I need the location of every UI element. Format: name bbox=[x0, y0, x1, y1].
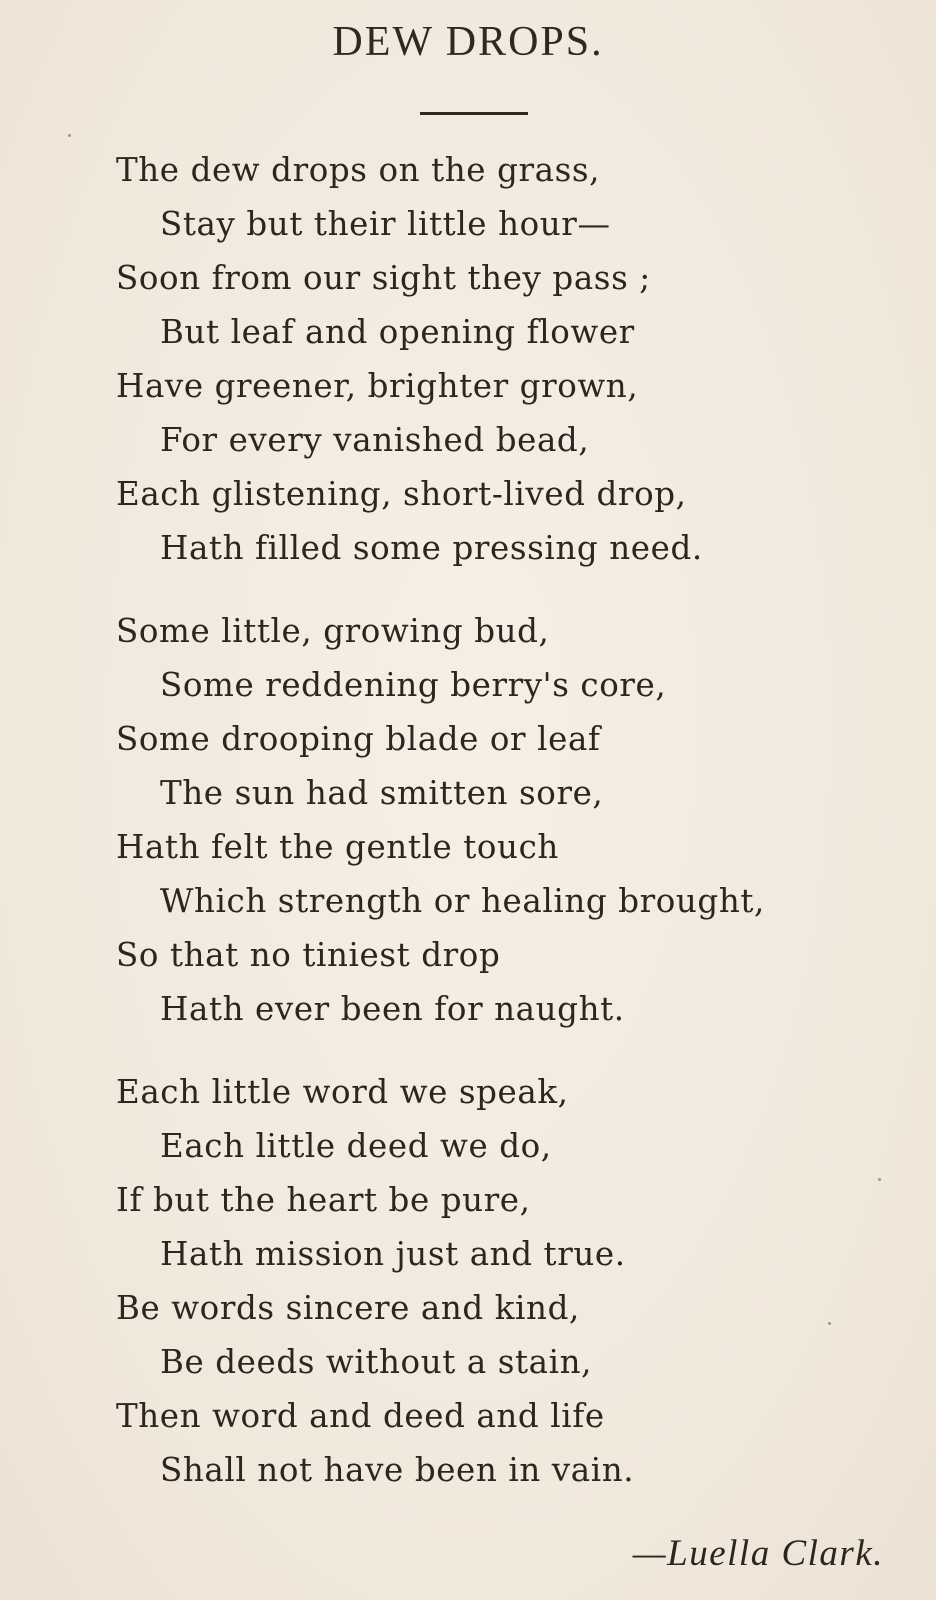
paper-speck bbox=[68, 134, 71, 137]
poem-line: So that no tiniest drop bbox=[116, 936, 501, 974]
poem-line: Hath filled some pressing need. bbox=[160, 529, 703, 567]
poem-attribution: —Luella Clark. bbox=[632, 1533, 884, 1574]
poem-line: Some reddening berry's core, bbox=[160, 666, 667, 704]
poem-line: Be deeds without a stain, bbox=[160, 1343, 593, 1381]
poem-line: Which strength or healing brought, bbox=[160, 882, 765, 920]
poem-line: For every vanished bead, bbox=[160, 421, 590, 459]
poem-line: If but the heart be pure, bbox=[116, 1181, 531, 1219]
poem-line: Soon from our sight they pass ; bbox=[116, 259, 651, 297]
poem-line: Have greener, brighter grown, bbox=[116, 367, 639, 405]
poem-line: Each little deed we do, bbox=[160, 1127, 552, 1165]
poem-line: Be words sincere and kind, bbox=[116, 1289, 580, 1327]
poem-title: DEW DROPS. bbox=[332, 19, 604, 65]
poem-line: The dew drops on the grass, bbox=[116, 151, 601, 189]
paper-speck bbox=[828, 1322, 831, 1325]
poem-line: Then word and deed and life bbox=[116, 1397, 605, 1435]
poem-line: Hath felt the gentle touch bbox=[116, 828, 559, 866]
poem-line: But leaf and opening flower bbox=[160, 313, 635, 351]
title-rule bbox=[420, 112, 528, 115]
poem-line: Each little word we speak, bbox=[116, 1073, 569, 1111]
poem-line: The sun had smitten sore, bbox=[160, 774, 604, 812]
poem-line: Hath ever been for naught. bbox=[160, 990, 625, 1028]
poem-line: Some drooping blade or leaf bbox=[116, 720, 601, 758]
poem-line: Stay but their little hour— bbox=[160, 205, 611, 243]
poem-line: Some little, growing bud, bbox=[116, 612, 550, 650]
paper-speck bbox=[878, 1178, 881, 1181]
poem-line: Each glistening, short-lived drop, bbox=[116, 475, 687, 513]
poem-line: Hath mission just and true. bbox=[160, 1235, 626, 1273]
poem-line: Shall not have been in vain. bbox=[160, 1451, 635, 1489]
